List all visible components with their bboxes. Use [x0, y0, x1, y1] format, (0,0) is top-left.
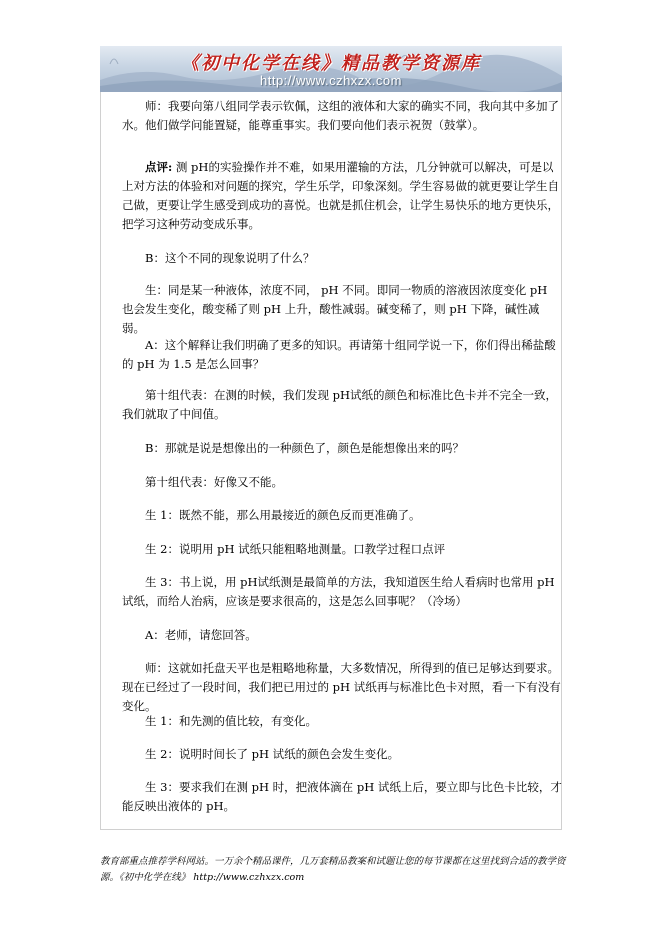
header-banner — [100, 46, 562, 92]
paragraph: 生：同是某一种液体，浓度不同， pH 不同。即同一物质的溶液因浓度变化 pH 也会发生变化，酸变稀了则 pH 上升，酸性减弱。碱变稀了，则 pH 下降，碱性减弱。 — [122, 283, 548, 335]
paragraph: 生 3：要求我们在测 pH 时，把液体滴在 pH 试纸上后，要立即与比色卡比较，才能反映出液体的 pH。 — [122, 780, 562, 813]
footer-url[interactable]: http://www.czhxzx.com — [193, 872, 305, 883]
banner-title: 《初中化学在线》精品教学资源库 — [181, 53, 481, 74]
paragraph: B：这个不同的现象说明了什么？ — [145, 251, 315, 265]
paragraph: 第十组代表：好像又不能。 — [145, 475, 283, 489]
banner-url[interactable]: http://www.czhxzx.com — [260, 73, 402, 88]
paragraph: 生 2：说明时间长了 pH 试纸的颜色会发生变化。 — [145, 747, 400, 761]
comment-label: 点评: — [145, 160, 173, 174]
footer-note — [100, 854, 570, 886]
paragraph: 生 1：既然不能，那么用最接近的颜色反而更准确了。 — [145, 508, 421, 522]
paragraph: A：老师，请您回答。 — [145, 628, 257, 642]
paragraph: 师：这就如托盘天平也是粗略地称量，大多数情况，所得到的值已足够达到要求。现在已经过了一段时间，我们把已用过的 pH 试纸再与标准比色卡对照，看一下有没有变化。 — [122, 661, 561, 713]
paragraph-comment: 点评: 测 pH的实验操作并不难，如果用灌输的方法，几分钟就可以解决，可是以上对方法的体验和对问题的探究，学生乐学，印象深刻。学生容易做的就更要让学生自己做，更要让学生感受到成功的喜悦。也就是抓住机会，让学生易快乐的地方更快乐，把学习这种劳动变成乐事。 — [122, 160, 559, 231]
paragraph: B：那就是说是想像出的一种颜色了，颜色是能想像出来的吗？ — [145, 441, 464, 455]
footer-text: 教育部重点推荐学科网站。一万余个精品课件，几万套精品教案和试题让您的每节课都在这里找到合适的教学资源。《初中化学在线》 — [100, 856, 566, 883]
paragraph: 师：我要向第八组同学表示钦佩，这组的液体和大家的确实不同，我向其中多加了水。他们做学问能置疑，能尊重事实。我们要向他们表示祝贺（鼓掌）。 — [122, 99, 559, 132]
paragraph: 生 3：书上说，用 pH试纸测是最简单的方法，我知道医生给人看病时也常用 pH试纸，而给人治病，应该是要求很高的，这是怎么回事呢？（冷场） — [122, 575, 555, 608]
paragraph: 生 2：说明用 pH 试纸只能粗略地测量。口教学过程口点评 — [145, 542, 446, 556]
paragraph: 生 1：和先测的值比较，有变化。 — [145, 714, 317, 728]
paragraph: A：这个解释让我们明确了更多的知识。再请第十组同学说一下，你们得出稀盐酸的 pH 为 1.5 是怎么回事？ — [122, 338, 556, 371]
paragraph: 第十组代表：在测的时候，我们发现 pH试纸的颜色和标准比色卡并不完全一致，我们就取了中间值。 — [122, 388, 558, 421]
